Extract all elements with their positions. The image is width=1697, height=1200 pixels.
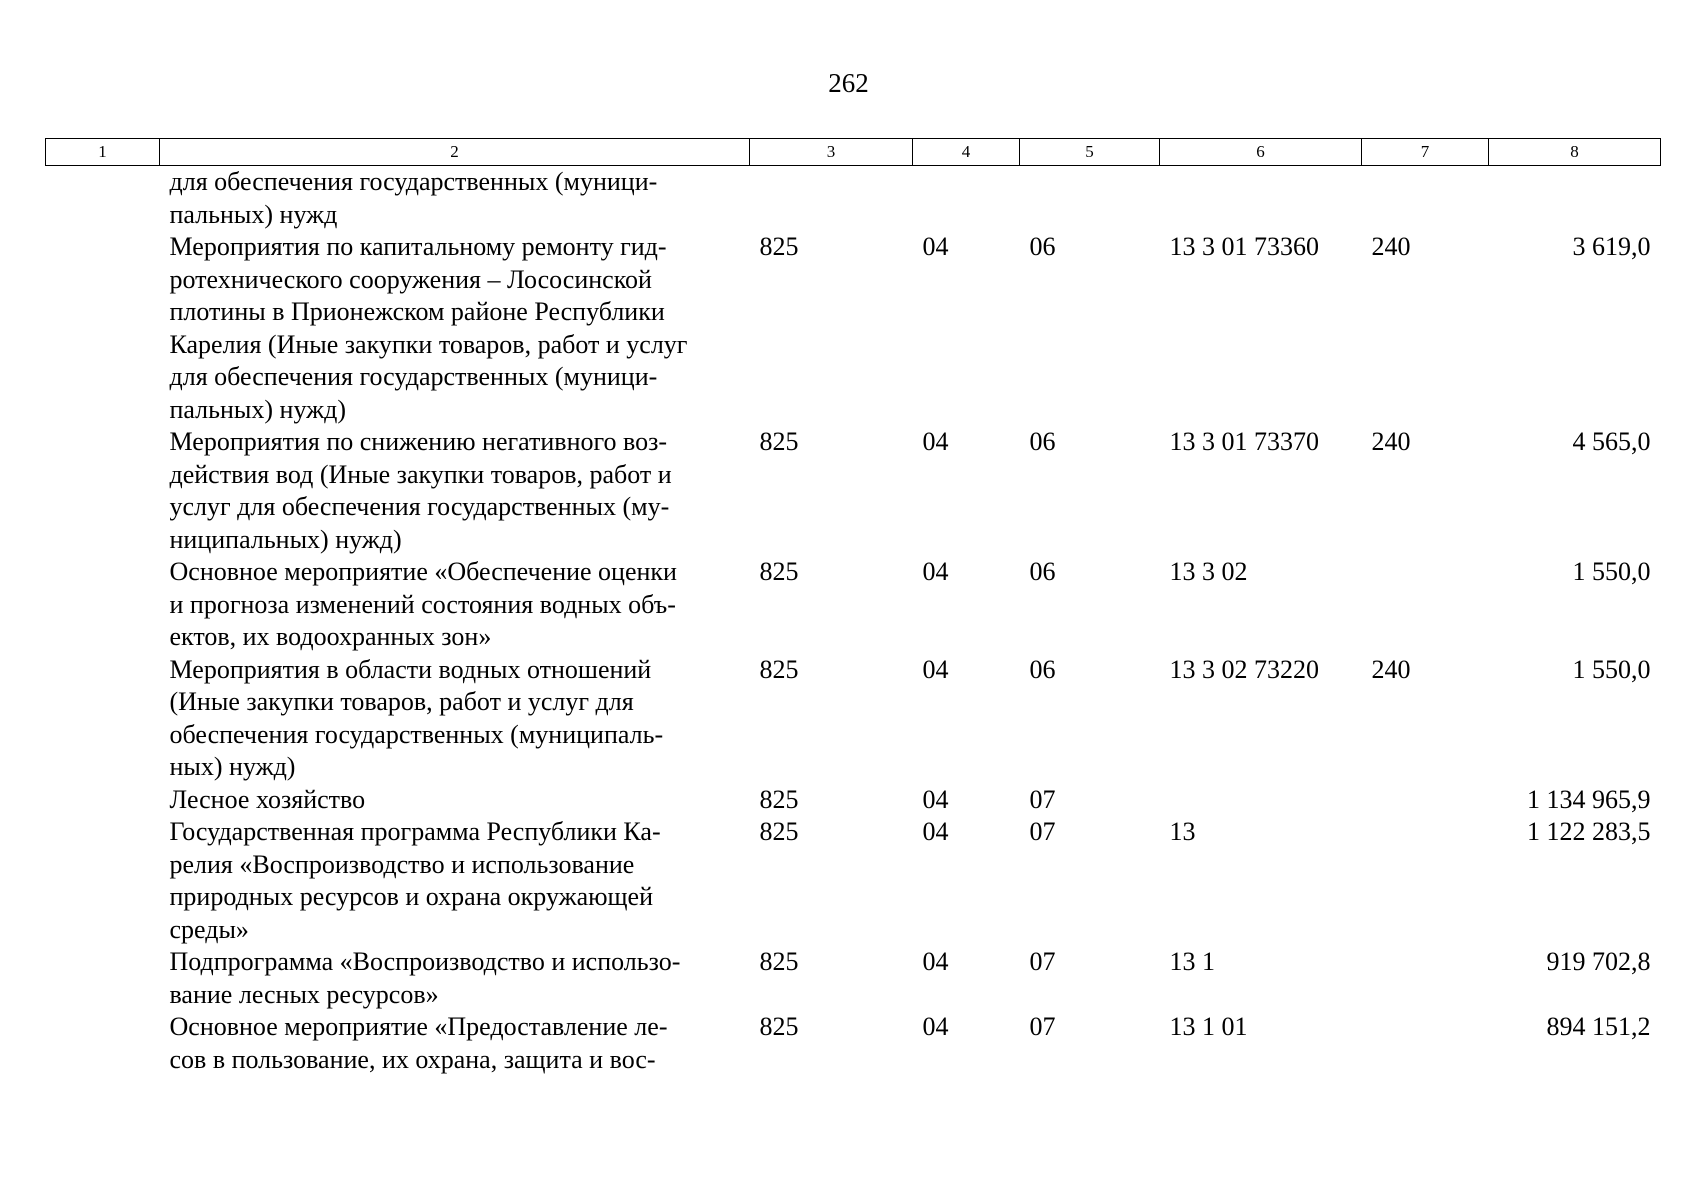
amount-value: [1489, 166, 1661, 232]
subsection-code: [1020, 166, 1160, 232]
target-article-code: 13 1 01: [1169, 1012, 1248, 1041]
column-header-1: 1: [46, 139, 160, 166]
column-header-8: 8: [1489, 139, 1661, 166]
table-row: [46, 166, 1661, 232]
subsection-code: 06: [1029, 557, 1056, 586]
row-description: Основное мероприятие «Предоставление ле- сов в пользование, их охрана, защита и вос-: [169, 1012, 668, 1074]
amount-value: 4 565,0: [1572, 427, 1651, 456]
expense-type-code: [1362, 816, 1489, 946]
section-code: 04: [922, 232, 949, 261]
page-number: 262: [828, 68, 869, 98]
expense-type-code: [1362, 1011, 1489, 1076]
ministry-code: 825: [759, 557, 799, 586]
ministry-code: 825: [759, 784, 799, 814]
cell-col-1: [46, 231, 160, 426]
amount-value: 894 151,2: [1546, 1012, 1651, 1041]
target-article-code: [1160, 784, 1362, 817]
section-code: 04: [922, 654, 949, 684]
table-header: [46, 139, 1661, 166]
cell-col-1: [46, 784, 160, 817]
row-description: Мероприятия в области водных отношений (Иные закупки товаров, работ и услуг для обеспечения государственных (муниципаль- ных) нужд): [169, 654, 664, 781]
cell-col-1: [46, 946, 160, 1011]
row-description: Мероприятия по снижению негативного воз- действия вод (Иные закупки товаров, работ и услуг для обеспечения государственных (му- ниципальных) нужд): [169, 427, 672, 554]
ministry-code: 825: [759, 232, 799, 261]
subsection-code: 06: [1029, 232, 1056, 261]
table-row: [46, 231, 1661, 426]
row-description: Мероприятия по капитальному ремонту гид- ротехнического сооружения – Лососинской плотины в Прионежском районе Республики Карелия (Иные закупки товаров, работ и услуг для обеспечения государственных (муници- пальных) нужд): [169, 232, 688, 424]
section-code: 04: [922, 557, 949, 586]
expense-type-code: 240: [1371, 427, 1411, 456]
expense-type-code: 240: [1371, 232, 1411, 261]
column-header-3: 3: [750, 139, 913, 166]
amount-value: 1 550,0: [1572, 654, 1651, 684]
row-description: для обеспечения государственных (муници- пальных) нужд: [169, 167, 658, 229]
subsection-code: 06: [1029, 427, 1056, 456]
target-article-code: 13 3 02: [1169, 557, 1248, 586]
table-row: [46, 946, 1661, 1011]
section-code: [913, 166, 1020, 232]
cell-col-1: [46, 426, 160, 556]
amount-value: 3 619,0: [1572, 232, 1651, 261]
section-code: 04: [922, 784, 949, 814]
subsection-code: 07: [1029, 784, 1056, 814]
subsection-code: 06: [1029, 654, 1056, 684]
cell-col-1: [46, 816, 160, 946]
column-header-7: 7: [1362, 139, 1489, 166]
budget-table: [45, 138, 1661, 1076]
header-row: [46, 139, 1661, 166]
table-row: [46, 784, 1661, 817]
cell-col-1: [46, 654, 160, 784]
cell-col-1: [46, 166, 160, 232]
ministry-code: 825: [759, 1012, 799, 1041]
expense-type-code: [1362, 166, 1489, 232]
target-article-code: 13: [1169, 817, 1196, 846]
budget-table-container: [45, 138, 1660, 1076]
row-description: Лесное хозяйство: [169, 784, 366, 814]
cell-col-1: [46, 556, 160, 654]
table-row: [46, 816, 1661, 946]
section-code: 04: [922, 427, 949, 456]
section-code: 04: [922, 817, 949, 846]
subsection-code: 07: [1029, 1012, 1056, 1041]
ministry-code: [750, 166, 913, 232]
section-code: 04: [922, 1012, 949, 1041]
column-header-2: 2: [160, 139, 750, 166]
row-description: Государственная программа Республики Ка- релия «Воспроизводство и использование природных ресурсов и охрана окружающей среды»: [169, 817, 661, 944]
subsection-code: 07: [1029, 947, 1056, 976]
table-row: [46, 1011, 1661, 1076]
column-header-4: 4: [913, 139, 1020, 166]
expense-type-code: [1362, 556, 1489, 654]
expense-type-code: 240: [1371, 654, 1411, 684]
target-article-code: [1160, 166, 1362, 232]
expense-type-code: [1362, 946, 1489, 1011]
expense-type-code: [1362, 784, 1489, 817]
table-row: [46, 426, 1661, 556]
amount-value: 1 550,0: [1572, 557, 1651, 586]
table-row: [46, 654, 1661, 784]
subsection-code: 07: [1029, 817, 1056, 846]
cell-col-1: [46, 1011, 160, 1076]
amount-value: 919 702,8: [1546, 947, 1651, 976]
ministry-code: 825: [759, 817, 799, 846]
column-header-6: 6: [1160, 139, 1362, 166]
column-header-5: 5: [1020, 139, 1160, 166]
ministry-code: 825: [759, 427, 799, 456]
section-code: 04: [922, 947, 949, 976]
target-article-code: 13 3 01 73360: [1169, 232, 1319, 261]
target-article-code: 13 3 02 73220: [1169, 654, 1319, 684]
amount-value: 1 122 283,5: [1527, 817, 1651, 846]
ministry-code: 825: [759, 947, 799, 976]
table-row: [46, 556, 1661, 654]
amount-value: 1 134 965,9: [1527, 784, 1651, 814]
target-article-code: 13 3 01 73370: [1169, 427, 1319, 456]
ministry-code: 825: [759, 654, 799, 684]
row-description: Основное мероприятие «Обеспечение оценки и прогноза изменений состояния водных объ- ектов, их водоохранных зон»: [169, 557, 677, 651]
table-body: [46, 166, 1661, 1077]
row-description: Подпрограмма «Воспроизводство и использо- вание лесных ресурсов»: [169, 947, 681, 1009]
target-article-code: 13 1: [1169, 947, 1215, 976]
